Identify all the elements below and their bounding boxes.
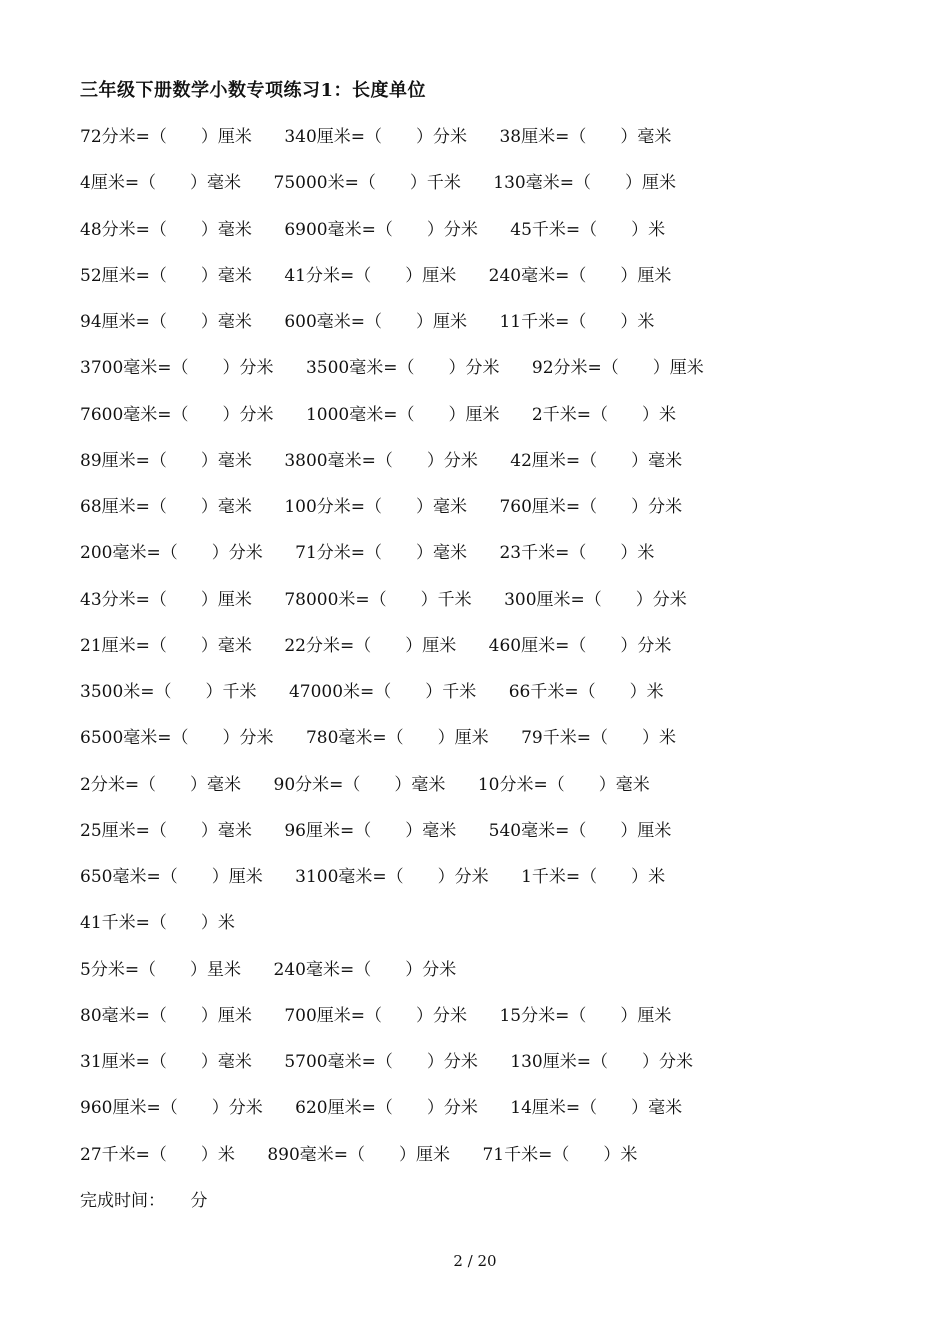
conversion-problem: 300厘米=（ ）分米: [504, 589, 687, 610]
conversion-problem: 89厘米=（ ）毫米: [80, 450, 252, 471]
conversion-problem: 760厘米=（ ）分米: [499, 497, 683, 517]
conversion-problem: 890毫米=（ ）厘米: [267, 1144, 451, 1165]
conversion-problem: 3500毫米=（ ）分米: [305, 358, 500, 379]
conversion-problem: 540毫米=（ ）厘米: [488, 820, 672, 841]
page-number: 2 / 20: [453, 1252, 497, 1270]
conversion-problem: 3800毫米=（ ）分米: [284, 450, 478, 471]
exercise-row: [80, 816, 671, 846]
exercise-row: [80, 353, 704, 383]
exercise-row: [80, 677, 664, 707]
conversion-problem: 25厘米=（ ）毫米: [80, 820, 252, 841]
conversion-problem: 1千米=（ ）米: [521, 867, 666, 887]
conversion-problem: 340厘米=（ ）分米: [284, 127, 468, 147]
conversion-problem: 2千米=（ ）米: [531, 404, 676, 425]
conversion-problem: 960厘米=（ ）分米: [80, 1098, 263, 1119]
conversion-problem: 200毫米=（ ）分米: [80, 543, 263, 564]
conversion-problem: 22分米=（ ）厘米: [284, 635, 457, 656]
completion-time: 完成时间： 分: [80, 1191, 208, 1211]
conversion-problem: 780毫米=（ ）厘米: [305, 728, 489, 749]
conversion-problem: 6500毫米=（ ）分米: [80, 728, 274, 749]
conversion-problem: 3100毫米=（ ）分米: [295, 867, 489, 887]
conversion-problem: 5700毫米=（ ）分米: [284, 1052, 478, 1072]
conversion-problem: 1000毫米=（ ）厘米: [305, 404, 500, 425]
exercise-row: [80, 770, 650, 800]
conversion-problem: 48分米=（ ）毫米: [80, 219, 252, 240]
conversion-problem: 31厘米=（ ）毫米: [80, 1052, 252, 1072]
conversion-problem: 38厘米=（ ）毫米: [499, 127, 672, 147]
exercise-row: [80, 307, 654, 337]
conversion-problem: 650毫米=（ ）厘米: [80, 867, 263, 887]
exercise-row: [80, 1140, 637, 1170]
exercise-row: [80, 538, 654, 568]
conversion-problem: 96厘米=（ ）毫米: [284, 820, 457, 841]
conversion-problem: 15分米=（ ）厘米: [499, 1005, 672, 1026]
conversion-problem: 52厘米=（ ）毫米: [80, 265, 252, 286]
conversion-problem: 7600毫米=（ ）分米: [80, 404, 274, 425]
exercise-row: [80, 168, 676, 198]
conversion-problem: 43分米=（ ）厘米: [80, 589, 252, 610]
conversion-problem: 80毫米=（ ）厘米: [80, 1005, 252, 1026]
conversion-problem: 620厘米=（ ）分米: [295, 1098, 478, 1119]
exercise-row: [80, 631, 671, 661]
page-title: 三年级下册数学小数专项练习1：长度单位: [80, 80, 427, 101]
exercise-row: [80, 908, 235, 938]
conversion-problem: 14厘米=（ ）毫米: [510, 1098, 683, 1119]
conversion-problem: 5分米=（ ）星米: [80, 959, 242, 980]
exercise-row: [80, 723, 676, 753]
exercise-row: [80, 492, 682, 522]
conversion-problem: 3700毫米=（ ）分米: [80, 358, 274, 379]
conversion-problem: 94厘米=（ ）毫米: [80, 312, 252, 332]
conversion-problem: 130毫米=（ ）厘米: [493, 173, 676, 194]
exercise-row: [80, 122, 671, 152]
exercise-row: [80, 1093, 682, 1123]
conversion-problem: 4厘米=（ ）毫米: [80, 173, 242, 194]
conversion-problem: 45千米=（ ）米: [510, 219, 666, 240]
exercise-row: [80, 1047, 693, 1077]
conversion-problem: 79千米=（ ）米: [521, 728, 676, 749]
conversion-problem: 78000米=（ ）千米: [284, 589, 472, 610]
conversion-problem: 3500米=（ ）千米: [80, 682, 257, 702]
conversion-problem: 68厘米=（ ）毫米: [80, 497, 252, 517]
conversion-problem: 47000米=（ ）千米: [288, 682, 477, 702]
exercise-row: [80, 261, 671, 291]
conversion-problem: 75000米=（ ）千米: [273, 173, 461, 194]
exercise-row: [80, 400, 676, 430]
conversion-problem: 21厘米=（ ）毫米: [80, 635, 252, 656]
conversion-problem: 10分米=（ ）毫米: [477, 774, 650, 795]
exercise-row: [80, 955, 456, 985]
conversion-problem: 700厘米=（ ）分米: [284, 1005, 468, 1026]
exercise-row: [80, 585, 687, 615]
exercise-row: [80, 215, 665, 245]
conversion-problem: 42厘米=（ ）毫米: [510, 450, 683, 471]
conversion-problem: 41千米=（ ）米: [80, 913, 235, 934]
conversion-problem: 6900毫米=（ ）分米: [284, 219, 478, 240]
exercise-row: [80, 862, 665, 892]
conversion-problem: 90分米=（ ）毫米: [273, 774, 446, 795]
conversion-problem: 11千米=（ ）米: [499, 312, 655, 332]
conversion-problem: 66千米=（ ）米: [508, 682, 664, 702]
exercise-row: [80, 1001, 671, 1031]
conversion-problem: 240毫米=（ ）分米: [273, 959, 457, 980]
conversion-problem: 41分米=（ ）厘米: [284, 265, 457, 286]
conversion-problem: 23千米=（ ）米: [499, 543, 655, 564]
conversion-problem: 600毫米=（ ）厘米: [284, 312, 468, 332]
conversion-problem: 460厘米=（ ）分米: [488, 635, 672, 656]
conversion-problem: 240毫米=（ ）厘米: [488, 265, 672, 286]
conversion-problem: 72分米=（ ）厘米: [80, 127, 252, 147]
conversion-problem: 92分米=（ ）厘米: [531, 358, 704, 379]
conversion-problem: 27千米=（ ）米: [80, 1144, 235, 1165]
conversion-problem: 2分米=（ ）毫米: [80, 774, 242, 795]
conversion-problem: 130厘米=（ ）分米: [510, 1052, 693, 1072]
exercise-row: [80, 446, 682, 476]
conversion-problem: 71分米=（ ）毫米: [295, 543, 468, 564]
conversion-problem: 100分米=（ ）毫米: [284, 497, 468, 517]
conversion-problem: 71千米=（ ）米: [482, 1144, 638, 1165]
